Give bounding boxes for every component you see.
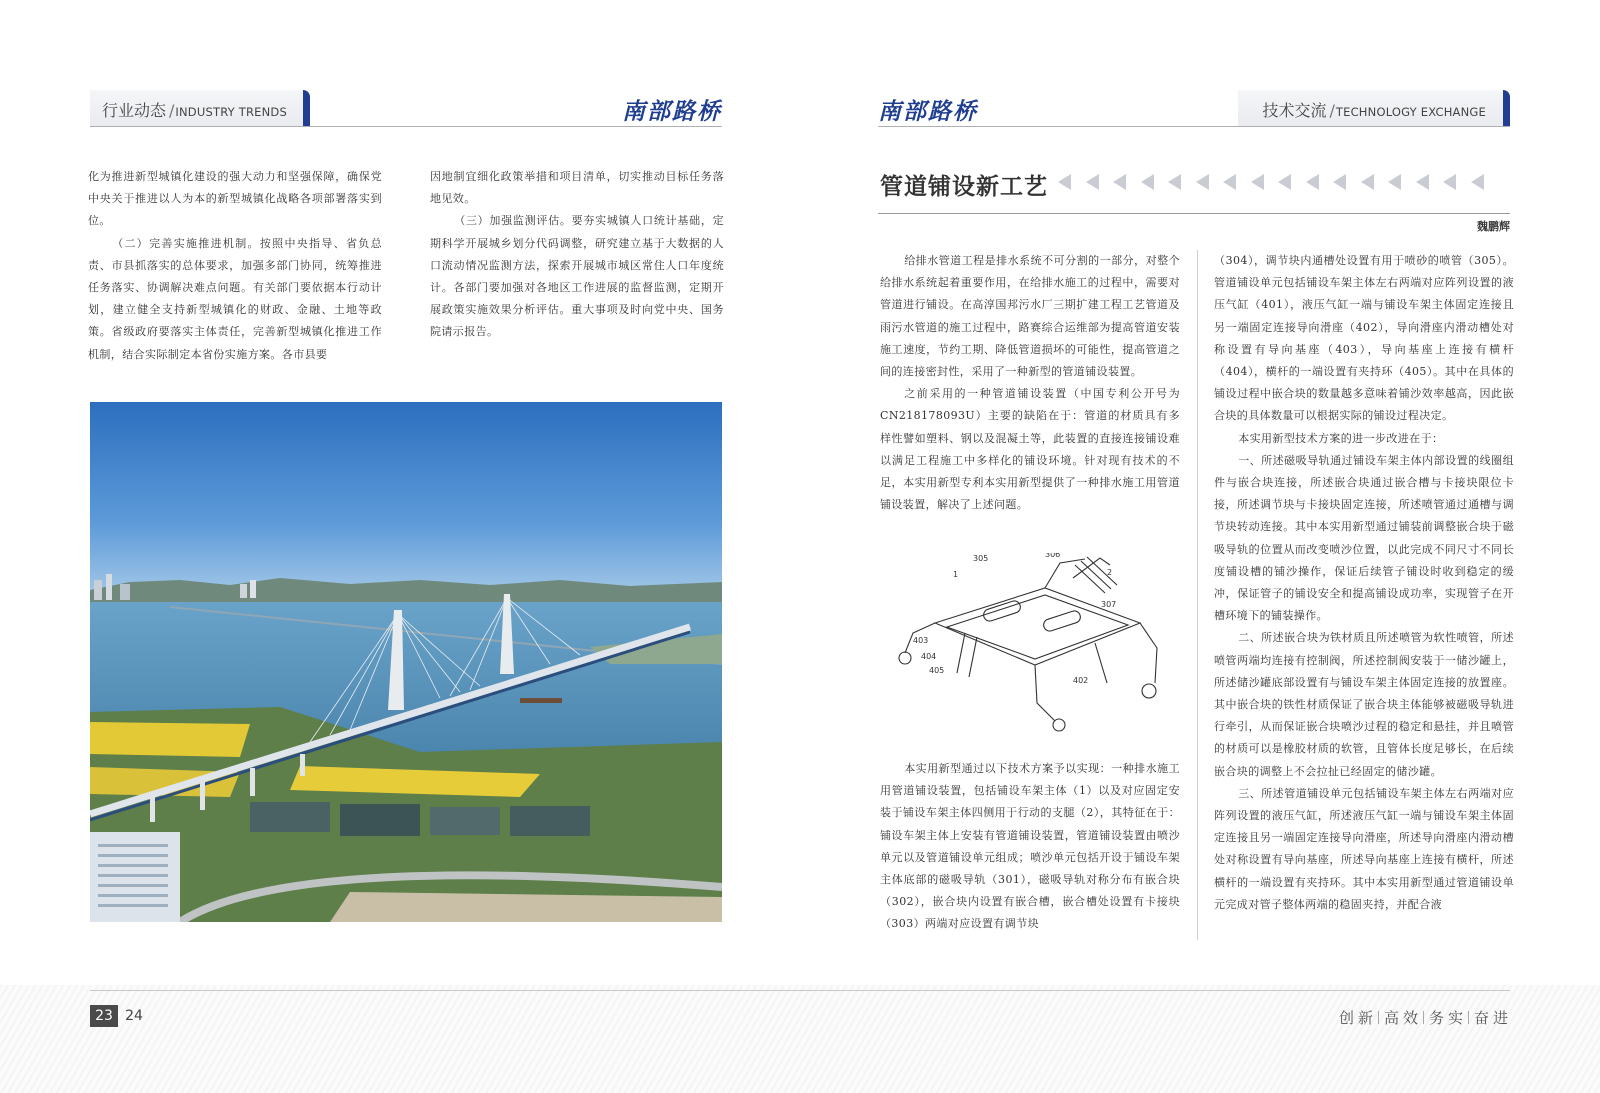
left-triangle-icon bbox=[1113, 174, 1126, 190]
page-number-left: 23 bbox=[90, 1005, 118, 1027]
footer-rule bbox=[90, 990, 1510, 991]
left-triangle-icon bbox=[1361, 174, 1374, 190]
diagram-drawing bbox=[895, 553, 1175, 749]
left-col-2 bbox=[430, 166, 724, 344]
left-triangle-icon bbox=[1141, 174, 1154, 190]
paragraph: 一、所述磁吸导轨通过铺设车架主体内部设置的线圈组件与嵌合块连接，所述嵌合块通过嵌合槽与卡接块限位卡接，所述调节块与卡接块固定连接，所述喷管通过通槽与调节块转动连接。其中本实用新型通过铺装前调整嵌合块于磁吸导轨的位置从而改变喷沙位置，以此完成不同尺寸不同长度铺设槽的铺沙操作，保证后续管子铺设时收到稳定的缓冲，保证管子的铺设安全和提高铺设成功率，实现管子在开槽环境下的铺装操作。 bbox=[1214, 453, 1514, 623]
left-header bbox=[90, 90, 722, 128]
paragraph: （二）完善实施推进机制。按照中央指导、省负总责、市县抓落实的总体要求，加强多部门协同，统筹推进任务落实、协调解决难点问题。有关部门要依据本行动计划，建立健全支持新型城镇化的财政、金融、土地等政策。省级政府要落实主体责任，完善新型城镇化推进工作机制，结合实际制定本省份实施方案。各市县要 bbox=[88, 236, 382, 361]
paragraph: 给排水管道工程是排水系统不可分割的一部分，对整个给排水系统起着重要作用，在给排水施工的过程中，需要对管道进行铺设。在高淳国邦污水厂三期扩建工程工艺管道及雨污水管道的施工过程中，路赛综合运维部为提高管道安装施工速度，节约工期、降低管道损坏的可能性，提高管道之间的连接密封性，采用了一种新型的管道铺设装置。 bbox=[880, 254, 1180, 379]
paragraph: 三、所述管道铺设单元包括铺设车架主体左右两端对应阵列设置的液压气缸，所述液压气缸一端与铺设车架主体固定连接且另一端固定连接导向滑座，所述导向滑座内滑动槽处对称设置有导向基座，所述导向基座上连接有横杆，所述横杆的一端设置有夹持环。其中本实用新型通过管道铺设单元完成对管子整体两端的稳固夹持，并配合液 bbox=[1214, 786, 1514, 911]
column-divider bbox=[1197, 250, 1198, 940]
paragraph: 二、所述嵌合块为铁材质且所述喷管为软性喷管，所述喷管两端均连接有控制阀，所述控制阀安装于一储沙罐上，所述储沙罐底部设置有与铺设车架主体固定连接的放置座。其中嵌合块的铁性材质保证了嵌合块主体能够被磁吸导轨进行牵引，从而保证嵌合块喷沙过程的稳定和悬挂，并且喷管的材质可以是橡胶材质的软管，且管体长度足够长，在后续嵌合块的调整上不会拉扯已经固定的储沙罐。 bbox=[1214, 631, 1514, 778]
left-triangle-icon bbox=[1278, 174, 1291, 190]
diagram-label: 307 bbox=[1101, 600, 1117, 609]
paragraph: （304），调节块内通槽处设置有用于喷砂的喷管（305）。管道铺设单元包括铺设车架主体左右两端对应阵列设置的液压气缸（401），液压气缸一端与铺设车架主体固定连接且另一端固定连接导向滑座（402），导向滑座内滑动槽处对称设置有导向基座（403），导向基座上连接有横杆（404），横杆的一端设置有夹持环（405）。其中在具体的铺设过程中嵌合块的数量越多意味着铺沙效率越高，因此嵌合块的具体数量可以根据实际的铺设过程决定。 bbox=[1214, 254, 1514, 423]
bridge-photo bbox=[90, 402, 722, 922]
right-col-2 bbox=[1214, 250, 1514, 916]
slogan-word: 创新 bbox=[1338, 1009, 1377, 1027]
right-header bbox=[878, 90, 1510, 128]
title-arrow-row bbox=[1058, 174, 1518, 192]
left-triangle-icon bbox=[1471, 174, 1484, 190]
diagram-label: 404 bbox=[921, 652, 937, 661]
left-triangle-icon bbox=[1333, 174, 1346, 190]
section-en: INDUSTRY TRENDS bbox=[175, 105, 287, 119]
section-slash: / bbox=[1329, 101, 1335, 120]
paragraph: 之前采用的一种管道铺设装置（中国专利公开号为CN218178093U）主要的缺陷在于：管道的材质具有多样性譬如塑料、钢以及混凝土等，此装置的直接连接铺设难以满足工程施工中多样化的铺设环境。针对现有技术的不足，本实用新型专利本实用新型提供了一种排水施工用管道铺设装置，解决了上述问题。 bbox=[880, 387, 1180, 512]
left-triangle-icon bbox=[1168, 174, 1181, 190]
left-triangle-icon bbox=[1058, 174, 1071, 190]
diagram-label: 405 bbox=[929, 666, 945, 675]
right-col-1-bottom bbox=[880, 758, 1180, 936]
left-triangle-icon bbox=[1443, 174, 1456, 190]
right-section-tab-accent bbox=[1503, 90, 1510, 126]
author: 魏鹏辉 bbox=[1477, 220, 1510, 233]
pipe-laying-device-diagram bbox=[895, 553, 1175, 749]
left-section-label bbox=[102, 98, 287, 121]
section-cn: 技术交流 bbox=[1262, 101, 1327, 120]
slogan-word: 务实 bbox=[1428, 1009, 1467, 1027]
left-triangle-icon bbox=[1306, 174, 1319, 190]
left-header-rule bbox=[90, 126, 722, 127]
right-header-rule bbox=[878, 126, 1510, 127]
section-slash: / bbox=[169, 101, 175, 120]
footer-slogan bbox=[1339, 1007, 1512, 1028]
slogan-separator bbox=[1378, 1011, 1379, 1024]
paragraph: 本实用新型技术方案的进一步改进在于： bbox=[1238, 431, 1444, 445]
slogan-separator bbox=[1423, 1011, 1424, 1024]
right-logo: 南部路桥 bbox=[878, 98, 978, 125]
right-col-1-top bbox=[880, 250, 1180, 516]
slogan-word: 高效 bbox=[1383, 1009, 1422, 1027]
left-triangle-icon bbox=[1251, 174, 1264, 190]
left-triangle-icon bbox=[1223, 174, 1236, 190]
slogan-word: 奋进 bbox=[1473, 1009, 1512, 1027]
left-section-tab-accent bbox=[303, 90, 310, 126]
left-logo: 南部路桥 bbox=[622, 98, 722, 125]
footer-band bbox=[0, 985, 1600, 1093]
title-rule bbox=[878, 213, 1510, 214]
paragraph: 本实用新型通过以下技术方案予以实现：一种排水施工用管道铺设装置，包括铺设车架主体（1）以及对应固定安装于铺设车架主体四侧用于行动的支腿（2），其特征在于：铺设车架主体上安装有管道铺设装置，管道铺设装置由喷沙单元以及管道铺设单元组成；喷沙单元包括开设于铺设车架主体底部的磁吸导轨（301），磁吸导轨对称分布有嵌合块（302），嵌合块内设置有嵌合槽，嵌合槽处设置有卡接块（303）两端对应设置有调节块 bbox=[880, 762, 1180, 931]
section-cn: 行业动态 bbox=[102, 101, 167, 120]
left-triangle-icon bbox=[1086, 174, 1099, 190]
diagram-label: 306 bbox=[1045, 553, 1061, 559]
paragraph: 化为推进新型城镇化建设的强大动力和坚强保障，确保党中央关于推进以人为本的新型城镇化战略各项部署落实到位。 bbox=[88, 170, 382, 228]
diagram-label: 402 bbox=[1073, 676, 1089, 685]
slogan-separator bbox=[1468, 1011, 1469, 1024]
left-col-1 bbox=[88, 166, 382, 366]
diagram-label: 403 bbox=[913, 636, 929, 645]
article-title: 管道铺设新工艺 bbox=[880, 174, 1048, 200]
right-section-label bbox=[1262, 98, 1486, 121]
section-en: TECHNOLOGY EXCHANGE bbox=[1335, 105, 1486, 119]
page-number-right: 24 bbox=[125, 1008, 143, 1024]
left-triangle-icon bbox=[1416, 174, 1429, 190]
bridge-photo-illustration bbox=[90, 402, 722, 922]
diagram-label: 305 bbox=[973, 554, 989, 563]
paragraph: 因地制宜细化政策举措和项目清单，切实推动目标任务落地见效。 bbox=[430, 170, 724, 206]
diagram-label: 1 bbox=[953, 570, 959, 579]
left-triangle-icon bbox=[1196, 174, 1209, 190]
diagram-label: 2 bbox=[1107, 568, 1113, 577]
left-triangle-icon bbox=[1388, 174, 1401, 190]
paragraph: （三）加强监测评估。要夯实城镇人口统计基础，定期科学开展城乡划分代码调整，研究建立基于大数据的人口流动情况监测方法，探索开展城市城区常住人口年度统计。各部门要加强对各地区工作进展的监督监测，定期开展政策实施效果分析评估。重大事项及时向党中央、国务院请示报告。 bbox=[430, 214, 724, 339]
